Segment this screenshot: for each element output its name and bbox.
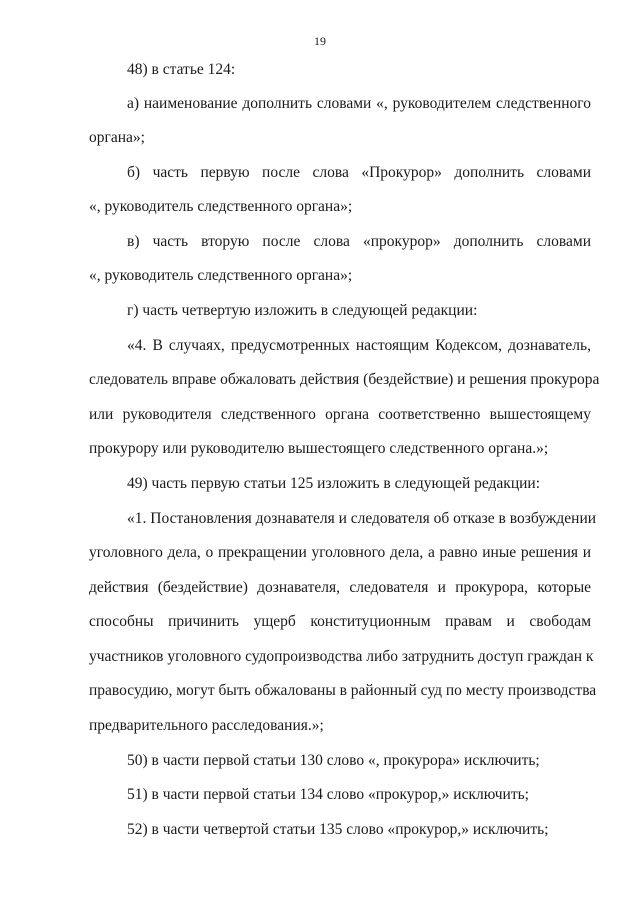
text-line: способны причинить ущерб конституционным правам и свободам [89, 613, 591, 630]
text-line: действия (бездействие) дознавателя, следователя и прокурора, которые [89, 579, 591, 596]
text-line: «, руководитель следственного органа»; [89, 267, 353, 284]
text-line: а) наименование дополнить словами «, руководителем следственного [127, 95, 591, 112]
text-line: или руководителя следственного органа соответственно вышестоящему [89, 406, 591, 423]
text-line: предварительного расследования.»; [89, 717, 324, 734]
text-line: прокурору или руководителю вышестоящего следственного органа.»; [89, 440, 549, 457]
text-line: следователь вправе обжаловать действия (бездействие) и решения прокурора [89, 371, 600, 388]
text-line: в) часть вторую после слова «прокурор» дополнить словами [127, 233, 591, 250]
text-line: правосудию, могут быть обжалованы в районный суд по месту производства [89, 682, 597, 699]
text-line: уголовного дела, о прекращении уголовного дела, а равно иные решения и [89, 544, 591, 561]
page-number: 19 [314, 34, 326, 48]
text-line: 48) в статье 124: [127, 61, 236, 78]
text-line: «4. В случаях, предусмотренных настоящим Кодексом, дознаватель, [127, 337, 591, 354]
text-line: 50) в части первой статьи 130 слово «, прокурора» исключить; [127, 752, 540, 769]
text-line: 52) в части четвертой статьи 135 слово «прокурор,» исключить; [127, 821, 549, 838]
text-line: 51) в части первой статьи 134 слово «прокурор,» исключить; [127, 786, 529, 803]
text-line: органа»; [89, 129, 145, 146]
text-line: 49) часть первую статьи 125 изложить в следующей редакции: [127, 475, 541, 492]
text-line: «1. Постановления дознавателя и следователя об отказе в возбуждении [127, 510, 597, 527]
text-line: б) часть первую после слова «Прокурор» дополнить словами [127, 164, 591, 181]
text-line: г) часть четвертую изложить в следующей редакции: [127, 302, 478, 319]
text-line: участников уголовного судопроизводства либо затруднить доступ граждан к [89, 648, 594, 665]
text-line: «, руководитель следственного органа»; [89, 198, 353, 215]
